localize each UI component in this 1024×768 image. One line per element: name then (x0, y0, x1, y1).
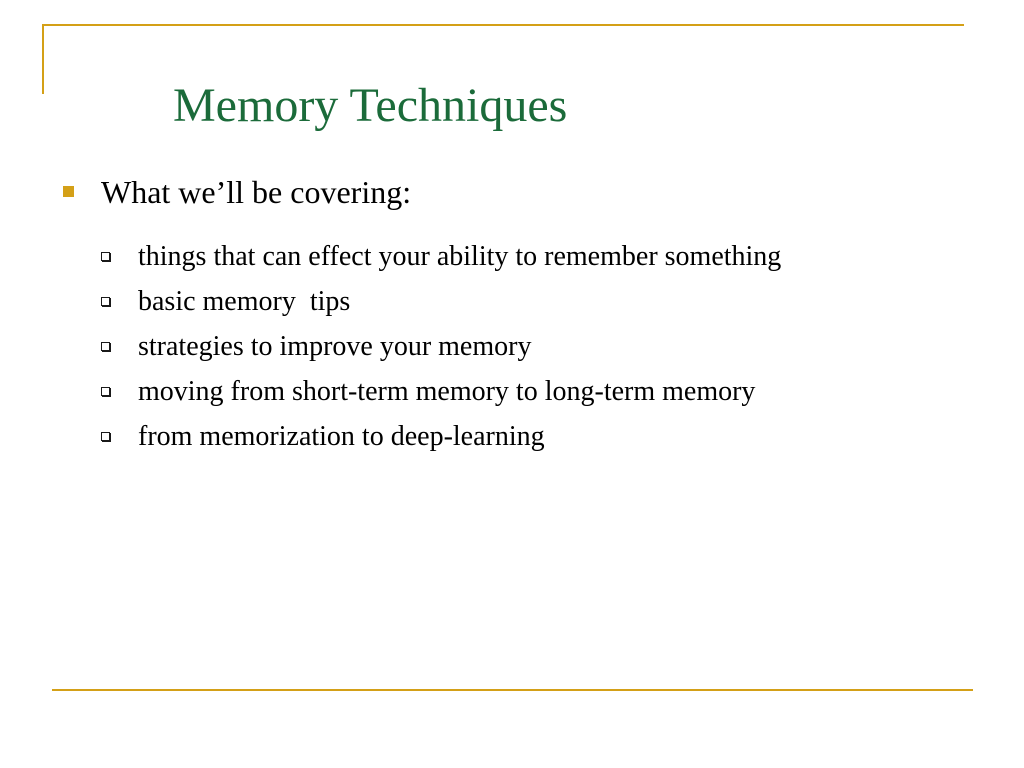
slide-title: Memory Techniques (173, 79, 568, 132)
sub-bullet-text: basic memory tips (138, 285, 351, 317)
sub-bullet-item (101, 414, 781, 459)
frame-bottom-rule (52, 689, 973, 691)
sub-bullet-item (101, 369, 781, 414)
sub-bullet-item (101, 234, 781, 279)
sub-bullet-list (101, 234, 781, 459)
sub-bullet-item (101, 324, 781, 369)
sub-bullet-text: moving from short-term memory to long-term memory (138, 375, 756, 407)
bullet-level1-text: What we’ll be covering: (101, 174, 412, 210)
sub-bullet-item (101, 279, 781, 324)
bullet-level1 (63, 174, 412, 210)
hollow-square-bullet-icon (101, 387, 110, 396)
hollow-square-bullet-icon (101, 297, 110, 306)
hollow-square-bullet-icon (101, 252, 110, 261)
sub-bullet-text: from memorization to deep-learning (138, 420, 545, 452)
hollow-square-bullet-icon (101, 432, 110, 441)
hollow-square-bullet-icon (101, 342, 110, 351)
sub-bullet-text: things that can effect your ability to remember something (138, 240, 782, 272)
sub-bullet-text: strategies to improve your memory (138, 330, 532, 362)
frame-top-rule (42, 24, 964, 26)
square-bullet-icon (63, 186, 74, 197)
frame-left-rule (42, 24, 44, 94)
